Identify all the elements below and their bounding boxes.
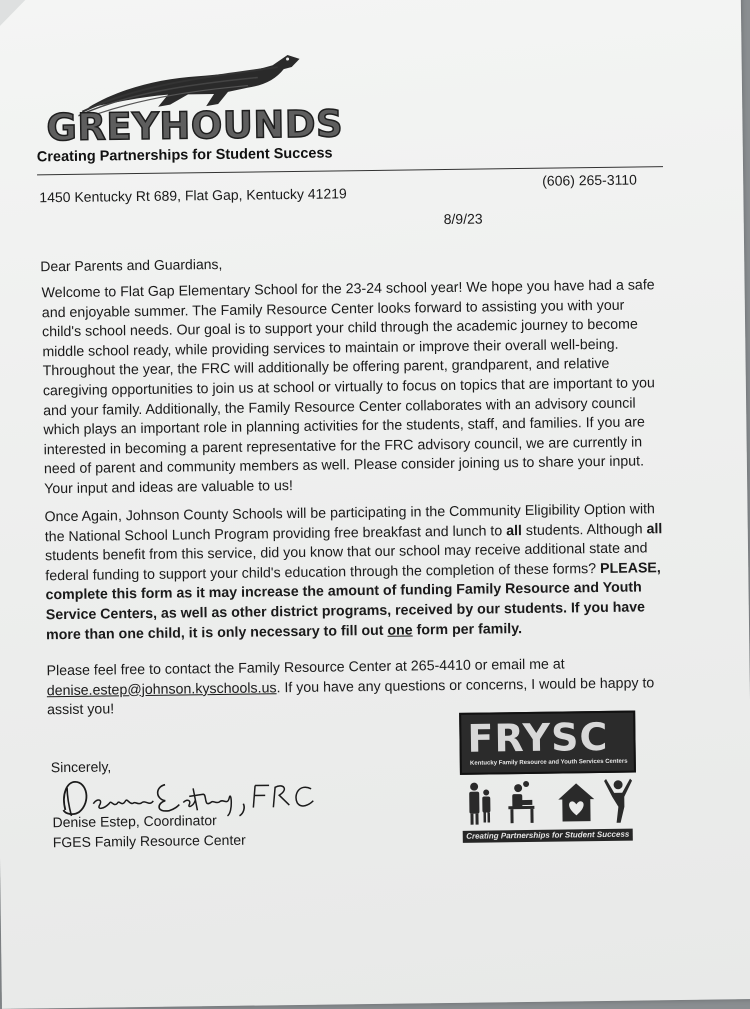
frysc-logo xyxy=(459,711,637,847)
p2-text-3: students benefit from this service, did you know that our school may receive additional state and federal funding to support your child's education through the completion of these forms? xyxy=(44,540,648,585)
student-desk-icon xyxy=(508,781,535,823)
p3-text-2: . If you have any questions or concerns, I would be happy to assist you! xyxy=(46,674,655,719)
cheering-person-icon xyxy=(604,779,633,823)
logo-wordmark: GREYHOUNDS xyxy=(46,102,344,150)
welcome-paragraph: Welcome to Flat Gap Elementary School for the 23-24 school year! We hope you have had a safe and enjoyable summer. The Family Resource Center looks forward to assisting you with your child's school needs. Our goal is to support your child through the academic journey to become middle school ready, while providing services to maintain or improve their overall well-being. Throughout the year, the FRC will additionally be offering parent, grandparent, and relative caregiving opportunities to join us at school or virtually to focus on topics that are important to you and your family. Additionally, the Family Resource Center collaborates with an advisory council which plays an important role in planning activities for the students, staff, and families. If you are interested in becoming a parent representative for the FRC advisory council, we are currently in need of parent and community members as well. Please consider joining us to share your input. Your input and ideas are valuable to us! xyxy=(41,277,655,498)
lunch-program-paragraph xyxy=(44,500,670,645)
p2-bold-end: form per family. xyxy=(412,620,523,639)
home-heart-icon xyxy=(558,783,594,821)
signer-name: Denise Estep, Coordinator xyxy=(52,812,217,831)
school-phone: (606) 265-3110 xyxy=(542,171,637,189)
signer-organization: FGES Family Resource Center xyxy=(52,831,246,851)
p3-text-1: Please feel free to contact the Family Resource Center at 265-4410 or email me at xyxy=(46,656,565,680)
p2-text-2: students. Although xyxy=(521,520,647,539)
p2-bold-request: PLEASE, complete this form as it may increase the amount of funding Family Resource and Youth Service Centers, as well as other district programs, received by our students. If you have more than one child, it is only necessary to fill out xyxy=(45,559,661,643)
email-link[interactable]: denise.estep@johnson.kyschools.us xyxy=(46,679,277,699)
frysc-title-box xyxy=(459,711,636,775)
frysc-subtitle: Kentucky Family Resource and Youth Services Centers xyxy=(470,758,628,767)
letter-date: 8/9/23 xyxy=(443,210,483,228)
greyhounds-logo xyxy=(45,47,344,161)
signoff: Sincerely, xyxy=(50,758,112,776)
frysc-family-icons xyxy=(462,777,635,827)
letter-greeting: Dear Parents and Guardians, xyxy=(40,255,223,275)
family-icon xyxy=(469,782,491,824)
p2-all-2: all xyxy=(646,520,663,537)
p2-text-1: Once Again, Johnson County Schools will be participating in the Community Eligibility Option with the National School Lunch Program providing free breakfast and lunch to xyxy=(44,501,655,545)
school-address: 1450 Kentucky Rt 689, Flat Gap, Kentucky 41219 xyxy=(39,185,347,206)
frysc-banner: Creating Partnerships for Student Success xyxy=(463,829,633,843)
p2-all-1: all xyxy=(506,522,523,539)
letterhead-tagline: Creating Partnerships for Student Success xyxy=(36,145,333,166)
folded-corner xyxy=(0,0,29,37)
p2-bold-one: one xyxy=(387,622,413,639)
frysc-title: FRYSC xyxy=(467,714,609,761)
